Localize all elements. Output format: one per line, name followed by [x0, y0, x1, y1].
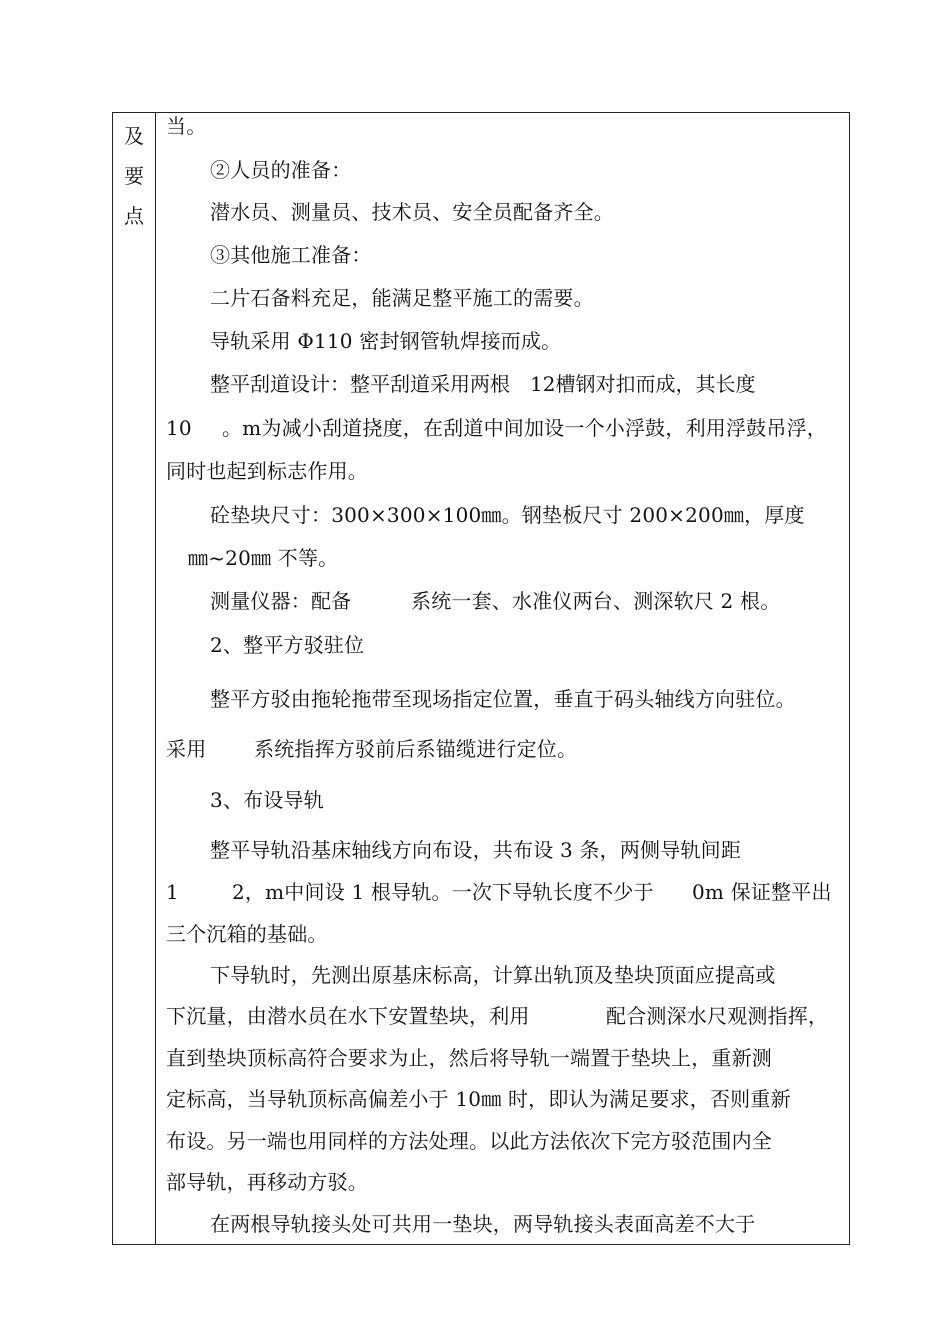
text-line: ③其他施工准备：: [210, 243, 372, 267]
text-line: 下导轨时，先测出原基床标高，计算出轨顶及垫块顶面应提高或: [210, 963, 776, 987]
text-line: ②人员的准备：: [210, 158, 352, 182]
text-line: 在两根导轨接头处可共用一垫块，两导轨接头表面高差不大于: [210, 1212, 756, 1236]
text-line: 导轨采用 Φ110 密封钢管轨焊接而成。: [210, 329, 562, 353]
text-line: 定标高，当导轨顶标高偏差小于 10㎜ 时，即认为满足要求，否则重新: [166, 1087, 791, 1111]
text-line: 三个沉箱的基础。: [166, 922, 328, 946]
text-line: 系统指挥方驳前后系锚缆进行定位。: [254, 737, 578, 761]
text-line: 10: [166, 416, 192, 440]
text-span: 整平刮道设计：整平刮道采用两根 12槽钢对扣而成，其长度: [210, 372, 756, 396]
table-frame: [112, 112, 850, 1245]
side-label-char-3: 点: [124, 204, 144, 228]
text-line: 1: [166, 880, 179, 904]
text-line: 整平导轨沿基床轴线方向布设，共布设 3 条，两侧导轨间距: [210, 838, 742, 862]
text-line: 测量仪器：配备: [210, 589, 352, 613]
text-line: 当。: [166, 114, 207, 138]
text-line: 系统一套、水准仪两台、测深软尺 2 根。: [411, 589, 781, 613]
text-line: 部导轨，再移动方驳。: [166, 1170, 368, 1194]
side-label-char-2: 要: [124, 164, 144, 188]
text-line: 布设。另一端也用同样的方法处理。以此方法依次下完方驳范围内全: [166, 1129, 772, 1153]
text-line: 整平方驳由拖轮拖带至现场指定位置，垂直于码头轴线方向驻位。: [210, 687, 796, 711]
text-line: 潜水员、测量员、技术员、安全员配备齐全。: [210, 200, 614, 224]
text-line: 采用: [166, 737, 207, 761]
side-label-char-1: 及: [124, 124, 144, 148]
text-line: 二片石备料充足，能满足整平施工的需要。: [210, 286, 594, 310]
text-line: 下沉量，由潜水员在水下安置垫块，利用: [166, 1004, 530, 1028]
text-line: 。m为减小刮道挠度，在刮道中间加设一个小浮鼓，利用浮鼓吊浮，: [222, 416, 827, 440]
text-line: [210, 372, 838, 396]
column-divider: [155, 112, 156, 1245]
text-line: ㎜~20㎜ 不等。: [188, 546, 339, 570]
section-heading: 3、布设导轨: [210, 788, 324, 812]
text-line: 直到垫块顶标高符合要求为止，然后将导轨一端置于垫块上，重新测: [166, 1046, 772, 1070]
text-line: 0m 保证整平出: [692, 880, 832, 904]
text-line: 配合测深水尺观测指挥，: [606, 1004, 829, 1028]
section-heading: 2、整平方驳驻位: [210, 633, 365, 657]
text-line: 砼垫块尺寸：300×300×100㎜。钢垫板尺寸 200×200㎜，厚度: [210, 503, 805, 527]
text-line: 同时也起到标志作用。: [166, 459, 368, 483]
text-line: 2，m中间设 1 根导轨。一次下导轨长度不少于: [232, 880, 654, 904]
